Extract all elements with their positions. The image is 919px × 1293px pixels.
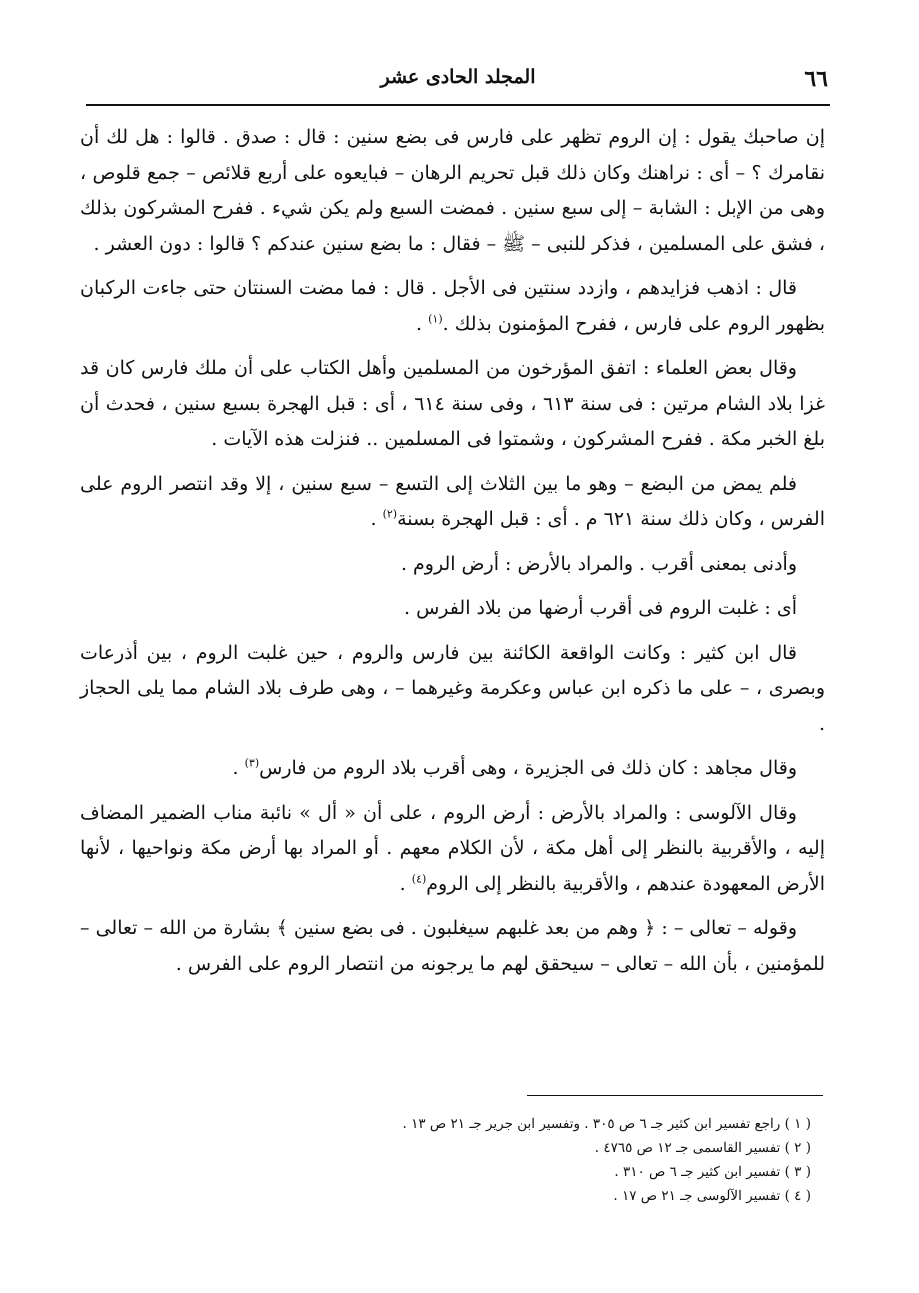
- paragraph-text: قال ابن كثير : وكانت الواقعة الكائنة بين فارس والروم ، حين غلبت الروم ، بين أذرعات وبصرى ، – على ما ذكره ابن عباس وعكرمة وغيرهما – ، وهى طرف بلاد الشام مما يلى الحجاز .: [80, 641, 825, 735]
- paragraph-text: قال : اذهب فزايدهم ، وازدد سنتين فى الأجل . قال : فما مضت السنتان حتى جاءت الركبان بظهور الروم على فارس ، ففرح المؤمنون بذلك .: [80, 277, 825, 335]
- footnotes: [171, 1112, 811, 1208]
- main-text: [80, 120, 825, 982]
- paragraph-text: وقال مجاهد : كان ذلك فى الجزيرة ، وهى أقرب بلاد الروم من فارس: [259, 757, 797, 779]
- footnote-marker: (٣): [244, 756, 260, 770]
- footnote: ( ١ ) راجع تفسير ابن كثير جـ ٦ ص ٣٠٥ . وتفسير ابن جرير جـ ٢١ ص ١٣ .: [402, 1116, 811, 1132]
- paragraph-text: فلم يمض من البضع – وهو ما بين الثلاث إلى التسع – سبع سنين ، إلا وقد انتصر الروم على الفرس ، وكان ذلك سنة ٦٢١ م . أى : قبل الهجرة بسنة: [80, 472, 825, 530]
- paragraph-text: وأدنى بمعنى أقرب . والمراد بالأرض : أرض الروم .: [400, 552, 797, 575]
- footnote-divider: [527, 1095, 823, 1096]
- paragraph: قال : اذهب فزايدهم ، وازدد سنتين فى الأجل . قال : فما مضت السنتان حتى جاءت الركبان بظهور الروم على فارس ، ففرح المؤمنون بذلك .$^{(١)}$ .: [80, 277, 825, 335]
- footnote-marker: (٤): [411, 872, 427, 886]
- paragraph: [80, 351, 825, 458]
- paragraph: فلم يمض من البضع – وهو ما بين الثلاث إلى التسع – سبع سنين ، إلا وقد انتصر الروم على الفرس ، وكان ذلك سنة ٦٢١ م . أى : قبل الهجرة بسنة$^{(٢)}$ .: [80, 472, 825, 530]
- paragraph: [80, 591, 825, 627]
- footnote: ( ٣ ) تفسير ابن كثير جـ ٦ ص ٣١٠ .: [614, 1164, 811, 1180]
- paragraph-text: أى : غلبت الروم فى أقرب أرضها من بلاد الفرس .: [404, 597, 797, 619]
- footnote-marker: (١): [428, 312, 443, 326]
- paragraph: [80, 636, 825, 743]
- paragraph-text: إن صاحبك يقول : إن الروم تظهر على فارس فى بضع سنين : قال : صدق . قالوا : هل لك أن نقامرك ؟ – أى : نراهنك وكان ذلك قبل تحريم الرهان – فبايعوه على أربع قلائص – جمع قلوص ، وهى من الإبل : الشابة – إلى سبع سنين . فمضت السبع ولم يكن شيء . ففرح المشركون بذلك ، فشق على المسلمين ، فذكر للنبى – ﷺ – فقال : ما بضع سنين عندكم ؟ قالوا : دون العشر .: [80, 126, 825, 255]
- paragraph: وقال مجاهد : كان ذلك فى الجزيرة ، وهى أقرب بلاد الروم من فارس$^{(٣)}$ .: [232, 756, 797, 779]
- footnote: ( ٢ ) تفسير القاسمى جـ ١٢ ص ٤٧٦٥ .: [594, 1140, 811, 1156]
- paragraph: وقال الآلوسى : والمراد بالأرض : أرض الروم ، على أن « أل » نائبة مناب الضمير المضاف إليه ، والأقربية بالنظر إلى أهل مكة ، لأن الكلام معهم . أو المراد بها أرض مكة ونواحيها ، لأنها الأرض المعهودة عندهم ، والأقربية بالنظر إلى الروم$^{(٤)}$ .: [80, 801, 825, 895]
- page-header: [88, 64, 828, 100]
- paragraph-text: وقوله – تعالى – : ﴿ وهم من بعد غلبهم سيغلبون . فى بضع سنين ﴾ بشارة من الله – تعالى – للمؤمنين ، بأن الله – تعالى – سيحقق لهم ما يرجونه من انتصار الروم على الفرس .: [80, 917, 825, 975]
- header-divider: [86, 104, 830, 106]
- paragraph-text: وقال الآلوسى : والمراد بالأرض : أرض الروم ، على أن « أل » نائبة مناب الضمير المضاف إليه ، والأقربية بالنظر إلى أهل مكة ، لأن الكلام معهم . أو المراد بها أرض مكة ونواحيها ، لأنها الأرض المعهودة عندهم ، والأقربية بالنظر إلى الروم: [80, 801, 825, 895]
- running-title: المجلد الحادى عشر: [380, 66, 536, 88]
- page-number: ٦٦: [804, 66, 828, 92]
- paragraph: [80, 120, 825, 262]
- paragraph: [80, 547, 825, 583]
- paragraph-text: وقال بعض العلماء : اتفق المؤرخون من المسلمين وأهل الكتاب على أن ملك فارس كان قد غزا بلاد الشام مرتين : فى سنة ٦١٣ ، وفى سنة ٦١٤ ، أى : قبل الهجرة بسبع سنين ، فحدث أن بلغ الخبر مكة . ففرح المشركون ، وشمتوا فى المسلمين .. فنزلت هذه الآيات .: [80, 357, 825, 450]
- paragraph: [80, 911, 825, 982]
- footnote-marker: (٢): [382, 507, 398, 521]
- footnote: ( ٤ ) تفسير الآلوسى جـ ٢١ ص ١٧ .: [613, 1188, 811, 1204]
